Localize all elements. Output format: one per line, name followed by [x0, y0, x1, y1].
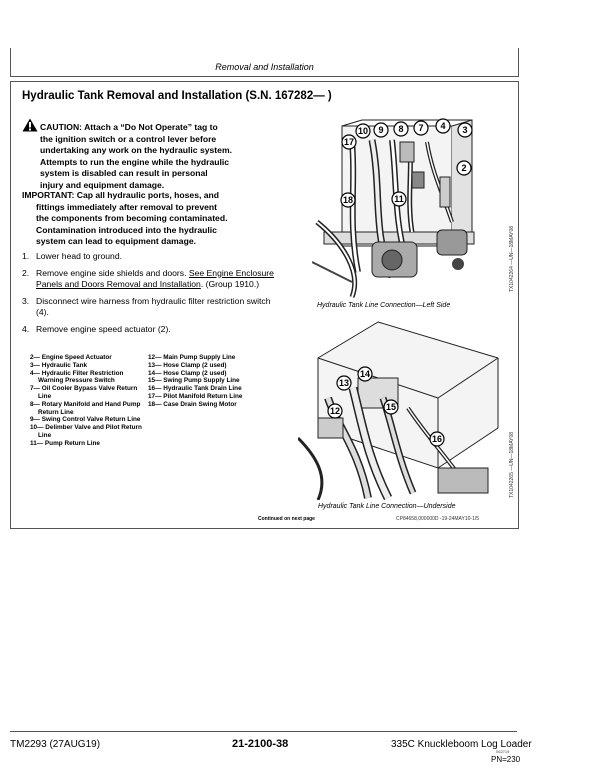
- warning-triangle-icon: [22, 118, 38, 132]
- callout-label: 11: [394, 194, 404, 204]
- important-line: IMPORTANT: Cap all hydraulic ports, hoses, and: [22, 190, 220, 200]
- legend-item: 4— Hydraulic Filter Restriction Warning Pressure Switch: [30, 369, 124, 385]
- callout-label: 2: [461, 163, 467, 173]
- legend-item: 17— Pilot Manifold Return Line: [148, 392, 243, 400]
- callout-label: 17: [343, 137, 355, 147]
- step-item: [22, 268, 284, 291]
- header-title: Removal and Installation: [215, 62, 314, 72]
- callout-label: 10: [357, 126, 369, 136]
- important-line: Contamination introduced into the hydraulic: [36, 224, 217, 235]
- step-text: Remove engine side shields and doors.: [36, 267, 189, 278]
- step-text: . (Group 1910.): [200, 279, 260, 289]
- legend-item: 11— Pump Return Line: [30, 439, 100, 447]
- header-box: [10, 48, 519, 77]
- important-line: the components from becoming contaminated.: [36, 213, 228, 223]
- legend-item: 8— Rotary Manifold and Hand Pump Return Line: [30, 400, 141, 416]
- footer-page-number: 21-2100-38: [232, 738, 289, 750]
- legend-item: 16— Hydraulic Tank Drain Line: [148, 385, 242, 393]
- legend-item: 15— Swing Pump Supply Line: [148, 377, 240, 385]
- legend-item: 13— Hose Clamp (2 used): [148, 361, 227, 369]
- figure-underside-illustration: [298, 318, 506, 500]
- footer-product-name: 335C Knuckleboom Log Loader: [391, 739, 532, 750]
- legend-left: [30, 354, 145, 448]
- step-number: 2.: [22, 267, 30, 278]
- legend-right: [148, 354, 283, 409]
- document-reference: CP84658,000000D -19-24MAY10-1/5: [396, 516, 480, 522]
- callout-label: 13: [338, 378, 350, 388]
- cross-reference-link[interactable]: See Engine Enclosure Panels and Doors Removal and Installation: [36, 267, 274, 289]
- footer-rule: [10, 731, 517, 732]
- legend-item: 3— Hydraulic Tank: [30, 361, 88, 369]
- important-line: system can lead to equipment damage.: [36, 236, 196, 246]
- legend-item: 10— Delimber Valve and Pilot Return Line: [30, 424, 142, 439]
- callout-label: 3: [462, 125, 468, 135]
- legend-item: 9— Swing Control Valve Return Line: [30, 416, 141, 424]
- callout-label: 9: [378, 125, 384, 135]
- caution-line: undertaking any work on the hydraulic system.: [40, 145, 232, 155]
- step-item: [22, 324, 284, 336]
- figure-code: TX1042264 —UN—18MAY08: [509, 225, 515, 292]
- footer-pn: PN=230: [491, 755, 521, 764]
- important-block: [22, 190, 282, 248]
- callout-label: 16: [431, 434, 443, 444]
- step-number: 1.: [22, 251, 30, 261]
- footer-manual-number: TM2293 (27AUG19): [10, 739, 101, 750]
- steps-list: [22, 251, 284, 340]
- caution-block: [22, 118, 280, 191]
- caution-line: the ignition switch or a control lever before: [40, 133, 217, 144]
- step-number: 4.: [22, 323, 30, 334]
- legend-item: 14— Hose Clamp (2 used): [148, 369, 227, 377]
- step-text: Lower head to ground.: [36, 251, 123, 261]
- caution-line: injury and equipment damage.: [40, 179, 165, 190]
- callout-label: 12: [329, 406, 341, 416]
- caution-line: Attempts to run the engine while the hydraulic: [40, 156, 230, 167]
- figure-caption: Hydraulic Tank Line Connection—Left Side: [317, 302, 451, 309]
- legend-item: 18— Case Drain Swing Motor: [148, 400, 237, 408]
- section-title: Hydraulic Tank Removal and Installation (S.N. 167282— ): [22, 90, 332, 102]
- legend-item: 7— Oil Cooler Bypass Valve Return Line: [30, 385, 138, 400]
- step-item: [22, 251, 284, 263]
- callout-label: 8: [398, 124, 404, 134]
- figure-caption: Hydraulic Tank Line Connection—Underside: [318, 503, 456, 510]
- callout-label: 7: [418, 123, 424, 133]
- callout-label: 18: [342, 195, 354, 205]
- continued-note: Continued on next page: [258, 516, 315, 522]
- important-line: fittings immediately after removal to prevent: [36, 201, 217, 212]
- legend-item: 2— Engine Speed Actuator: [30, 354, 112, 361]
- callout-label: 4: [440, 121, 446, 131]
- legend-item: 12— Main Pump Supply Line: [148, 354, 236, 361]
- footer-date-code: 062719: [496, 749, 510, 754]
- callout-label: 15: [385, 402, 397, 412]
- callout-label: 14: [359, 369, 371, 379]
- caution-line: CAUTION: Attach a “Do Not Operate” tag to: [40, 122, 218, 132]
- step-text: Remove engine speed actuator (2).: [36, 323, 171, 334]
- step-item: [22, 296, 284, 319]
- step-text: Disconnect wire harness from hydraulic filter restriction switch (4).: [36, 295, 271, 317]
- figure-left-side-illustration: [312, 112, 506, 300]
- figure-code: TX1042265 —UN—18MAY08: [509, 431, 515, 498]
- step-number: 3.: [22, 295, 30, 306]
- caution-line: system is disabled can result in personal: [40, 168, 208, 178]
